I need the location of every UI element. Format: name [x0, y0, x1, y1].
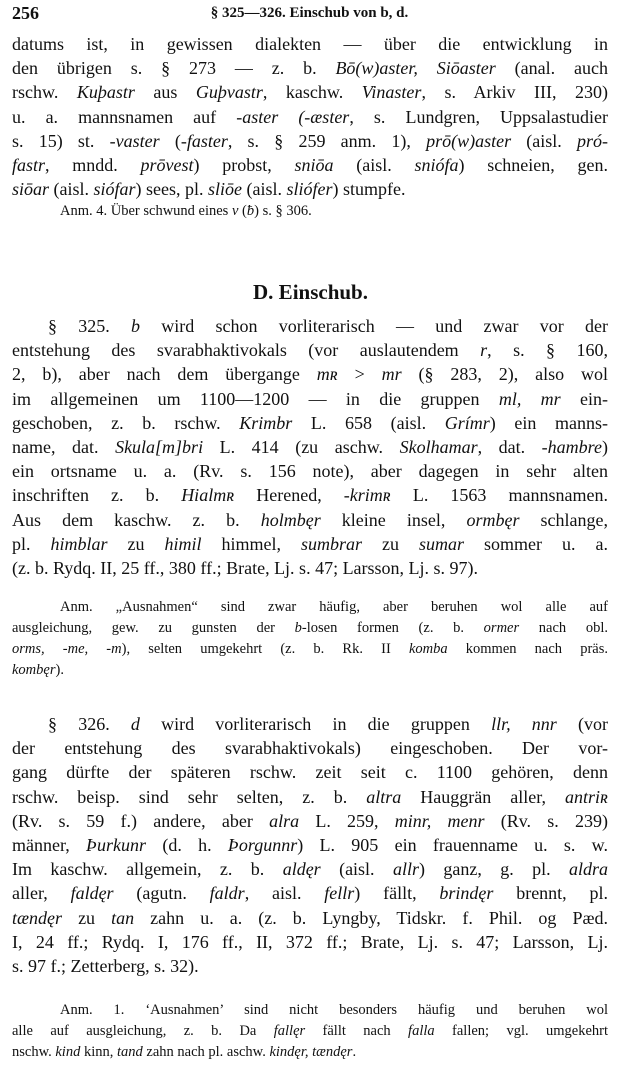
text-line	[12, 906, 608, 930]
italic-term: komba	[408, 641, 448, 657]
text-segment: zu	[62, 907, 112, 928]
text-segment: (aisl.	[49, 179, 94, 200]
text-segment: ein-	[560, 388, 608, 409]
text-segment: nschw.	[12, 1044, 56, 1060]
text-line	[12, 1042, 608, 1063]
text-line	[12, 508, 608, 532]
italic-term: mʀ	[316, 364, 338, 385]
text-segment: Anm. 1. ‘Ausnahmen’ sind nicht besonders häufig und beruhen wol	[60, 1002, 608, 1018]
italic-term: himblar	[50, 533, 108, 554]
text-segment: ) fällt,	[354, 883, 440, 904]
page-header	[12, 2, 607, 24]
text-line	[12, 177, 608, 201]
text-segment: ) sees, pl.	[135, 179, 209, 200]
italic-term: siōar	[12, 179, 50, 200]
text-line	[12, 639, 608, 660]
text-segment: fallen; vgl. umgekehrt	[434, 1023, 608, 1039]
text-segment: kommen nach präs.	[447, 641, 608, 657]
italic-term: -hambre	[541, 436, 602, 457]
italic-term: kindęr, tændęr	[269, 1044, 353, 1060]
paragraph-continued	[12, 32, 608, 201]
text-segment: im allgemeinen um 1100—1200 — in die gruppen	[12, 388, 499, 409]
text-segment: , s. Arkiv III, 230)	[421, 82, 608, 103]
text-segment: inschriften z. b.	[12, 485, 182, 506]
text-segment: ausgleichung, gew. zu gunsten der	[12, 620, 295, 636]
text-segment: ) ganz, g. pl.	[418, 859, 569, 880]
text-line	[12, 712, 608, 736]
text-line	[12, 483, 608, 507]
text-segment: zu	[362, 533, 419, 554]
text-segment: alle auf ausgleichung, z. b. Da	[12, 1023, 274, 1039]
text-line	[12, 435, 608, 459]
text-segment: (aisl.	[242, 179, 287, 200]
text-segment: geschoben, z. b. rschw.	[12, 412, 240, 433]
italic-term: d	[130, 714, 140, 734]
italic-term: Guþvastr	[195, 82, 263, 103]
text-line	[12, 532, 608, 556]
italic-term: altra	[366, 786, 402, 807]
italic-term: orms, -me, -m	[12, 641, 122, 657]
text-line	[12, 201, 608, 222]
italic-term: fallęr	[273, 1023, 306, 1039]
text-segment: , s. § 259 anm. 1),	[227, 130, 427, 151]
italic-term: himil	[164, 533, 202, 554]
text-line	[12, 1000, 608, 1021]
italic-term: r	[480, 340, 488, 361]
text-segment: )	[602, 436, 608, 457]
text-segment: (z. b. Rydq. II, 25 ff., 380 ff.; Brate, Lj. s. 47; Larsson, Lj. s. 97).	[12, 557, 479, 578]
italic-term: -faster	[180, 130, 228, 151]
text-line	[12, 56, 608, 80]
text-segment: (§ 283, 2), also wol	[401, 364, 608, 385]
text-line	[12, 153, 608, 177]
italic-term: aldęr	[282, 859, 321, 880]
italic-term: tændęr	[12, 907, 63, 928]
italic-term: sliōe	[208, 179, 243, 200]
italic-term: v	[231, 203, 239, 219]
text-segment: zahn u. a. (z. b. Lyngby, Tidskr. f. Phil. og Pæd.	[134, 907, 608, 928]
text-line	[12, 618, 608, 639]
italic-term: sumbrar	[301, 533, 363, 554]
text-line	[12, 736, 608, 760]
text-segment: himmel,	[201, 533, 301, 554]
text-segment: kleine insel,	[320, 509, 467, 530]
text-segment: , s. Lundgren, Uppsalastudier	[349, 106, 608, 127]
text-segment: L. 1563 mannsnamen.	[390, 485, 608, 506]
text-segment: name, dat.	[12, 436, 116, 457]
text-segment: , mndd.	[45, 154, 141, 175]
text-line	[12, 660, 608, 681]
text-segment: (Rv. s. 239)	[484, 810, 608, 831]
text-line	[12, 857, 608, 881]
text-line	[12, 387, 608, 411]
note-anm-4	[12, 201, 608, 222]
text-segment: , aisl.	[244, 883, 325, 904]
italic-term: antriʀ	[564, 786, 608, 807]
text-segment: ein ortsname u. a. (Rv. s. 156 note), aber dagegen in sehr alten	[12, 461, 608, 482]
page-number: 256	[12, 3, 39, 23]
text-segment: wird vorliterarisch in die gruppen	[139, 714, 492, 734]
text-line	[12, 411, 608, 435]
text-segment: kinn,	[80, 1044, 117, 1060]
text-segment: wird schon vorliterarisch — und zwar vor der	[140, 316, 608, 336]
text-line	[12, 760, 608, 784]
italic-term: Þorgunnr	[227, 834, 298, 855]
text-segment: (	[238, 203, 247, 219]
italic-term: Skolhamar	[399, 436, 478, 457]
italic-term: ƀ	[246, 203, 255, 219]
italic-term: prōvest	[140, 154, 194, 175]
running-title: § 325—326. Einschub von b, d.	[210, 5, 409, 21]
italic-term: ml, mr	[498, 388, 561, 409]
italic-term: sliófer	[286, 179, 333, 200]
italic-term: falla	[408, 1023, 435, 1039]
italic-term: Bō(w)aster, Siōaster	[335, 58, 496, 79]
italic-term: Skula[m]bri	[115, 436, 204, 457]
text-line	[12, 80, 608, 104]
text-segment: Anm. „Ausnahmen“ sind zwar häufig, aber beruhen wol alle auf	[60, 599, 608, 615]
text-segment: (d. h.	[146, 834, 228, 855]
italic-term: kombęr	[12, 662, 56, 678]
italic-term: mr	[381, 364, 402, 385]
text-segment: (Rv. s. 59 f.) andere, aber	[12, 810, 270, 831]
italic-term: pró-	[577, 130, 608, 151]
text-segment: (aisl.	[320, 859, 393, 880]
italic-term: -aster (-æster	[236, 106, 350, 127]
italic-term: ormer	[483, 620, 520, 636]
italic-term: llr, nnr	[491, 714, 557, 734]
text-segment: ) s. § 306.	[254, 203, 312, 219]
text-line	[12, 785, 608, 809]
text-segment: aus	[134, 82, 196, 103]
italic-term: -krimʀ	[343, 485, 391, 506]
text-segment: rschw. beisp. sind sehr selten, z. b.	[12, 786, 367, 807]
text-line	[12, 597, 608, 618]
text-segment: (vor	[556, 714, 608, 734]
italic-term: fellr	[324, 883, 355, 904]
text-segment: gang dürfte der späteren rschw. zeit seit c. 1100 gehören, denn	[12, 762, 608, 783]
text-line	[12, 32, 608, 56]
italic-term: b	[131, 316, 141, 336]
italic-term: aldra	[568, 859, 608, 880]
text-line	[12, 362, 608, 386]
text-segment: entstehung des svarabhaktivokals (vor auslautendem	[12, 340, 481, 361]
italic-term: Þurkunr	[86, 834, 147, 855]
italic-term: faldęr	[70, 883, 114, 904]
italic-term: brindęr	[439, 883, 494, 904]
text-segment: schlange,	[519, 509, 608, 530]
text-segment: ) schneien, gen.	[458, 154, 608, 175]
text-segment: zu	[107, 533, 165, 554]
italic-term: siófar	[93, 179, 136, 200]
text-segment: ) stumpfe.	[332, 179, 406, 200]
text-segment: L. 259,	[299, 810, 395, 831]
text-segment: ) L. 905 ein frauenname u. s. w.	[297, 834, 608, 855]
italic-term: alra	[269, 810, 300, 831]
text-segment: nach obl.	[519, 620, 608, 636]
note-anm-326	[12, 1000, 608, 1063]
text-line	[12, 105, 608, 129]
text-segment: (aisl.	[333, 154, 415, 175]
italic-term: allr	[392, 859, 419, 880]
text-segment: ), selten umgekehrt (z. b. Rk. II	[121, 641, 409, 657]
text-segment: § 325.	[48, 316, 132, 336]
italic-term: sniōa	[294, 154, 334, 175]
text-line	[12, 833, 608, 857]
text-line	[12, 129, 608, 153]
text-segment: L. 414 (zu aschw.	[203, 436, 400, 457]
italic-term: prō(w)aster	[426, 130, 512, 151]
text-segment: den übrigen s. § 273 — z. b.	[12, 58, 336, 79]
text-segment: § 326.	[48, 714, 131, 734]
italic-term: holmbęr	[260, 509, 321, 530]
italic-term: kind	[55, 1044, 81, 1060]
italic-term: Vinaster	[361, 82, 422, 103]
text-segment: brennt, pl.	[493, 883, 608, 904]
text-segment: (aisl.	[511, 130, 577, 151]
text-line	[12, 954, 608, 978]
text-segment: , s. § 160,	[487, 340, 608, 361]
text-segment: der entstehung des svarabhaktivokals) eingeschoben. Der vor-	[12, 738, 608, 759]
text-segment: >	[337, 364, 382, 385]
text-line	[12, 809, 608, 833]
text-segment: , kaschw.	[262, 82, 362, 103]
italic-term: b	[294, 620, 302, 636]
italic-term: sumar	[419, 533, 465, 554]
text-segment: Im kaschw. allgemein, z. b.	[12, 859, 283, 880]
italic-term: tan	[111, 907, 135, 928]
italic-term: fastr	[12, 154, 46, 175]
text-segment: .	[352, 1044, 357, 1060]
text-segment: männer,	[12, 834, 87, 855]
text-segment: sommer u. a.	[464, 533, 608, 554]
text-segment: (agutn.	[113, 883, 210, 904]
text-line	[12, 556, 608, 580]
text-segment: pl.	[12, 533, 51, 554]
text-segment: ).	[55, 662, 64, 678]
text-line	[12, 314, 608, 338]
italic-term: ormbęr	[466, 509, 520, 530]
paragraph-325	[12, 314, 608, 580]
text-segment: -losen formen (z. b.	[301, 620, 484, 636]
italic-term: Hialmʀ	[181, 485, 235, 506]
italic-term: Kuþastr	[76, 82, 135, 103]
text-segment: aller,	[12, 883, 71, 904]
text-segment: L. 658 (aisl.	[292, 412, 445, 433]
text-segment: s. 15) st.	[12, 130, 110, 151]
text-segment: Herened,	[234, 485, 344, 506]
text-segment: Anm. 4. Über schwund eines	[60, 203, 232, 219]
text-segment: fällt nach	[305, 1023, 409, 1039]
text-line	[12, 459, 608, 483]
italic-term: faldr	[209, 883, 245, 904]
italic-term: Grímr	[444, 412, 490, 433]
section-heading: D. Einschub.	[253, 280, 368, 304]
italic-term: sniófa	[414, 154, 459, 175]
paragraph-326	[12, 712, 608, 978]
text-segment: ) probst,	[193, 154, 295, 175]
text-segment: Aus dem kaschw. z. b.	[12, 509, 261, 530]
text-segment: 2, b), aber nach dem übergange	[12, 364, 317, 385]
text-segment: , dat.	[477, 436, 542, 457]
italic-term: minr, menr	[394, 810, 485, 831]
text-segment: u. a. mannsnamen auf	[12, 106, 237, 127]
text-segment: zahn nach pl. aschw.	[142, 1044, 270, 1060]
text-segment: rschw.	[12, 82, 77, 103]
text-line	[12, 1021, 608, 1042]
text-segment: s. 97 f.; Zetterberg, s. 32).	[12, 955, 199, 976]
italic-term: -vaster	[109, 130, 160, 151]
text-segment: Hauggrän aller,	[401, 786, 565, 807]
text-segment: I, 24 ff.; Rydq. I, 176 ff., II, 372 ff.; Brate, Lj. s. 47; Larsson, Lj.	[12, 931, 608, 952]
text-line	[12, 881, 608, 905]
note-anm-325	[12, 597, 608, 681]
text-line	[12, 930, 608, 954]
text-segment: (	[159, 130, 181, 151]
text-segment: (anal. auch	[495, 58, 608, 79]
italic-term: tand	[116, 1044, 143, 1060]
text-segment: ) ein manns-	[489, 412, 608, 433]
text-line	[12, 338, 608, 362]
text-segment: datums ist, in gewissen dialekten — über die entwicklung in	[12, 34, 608, 54]
italic-term: Krimbr	[239, 412, 293, 433]
